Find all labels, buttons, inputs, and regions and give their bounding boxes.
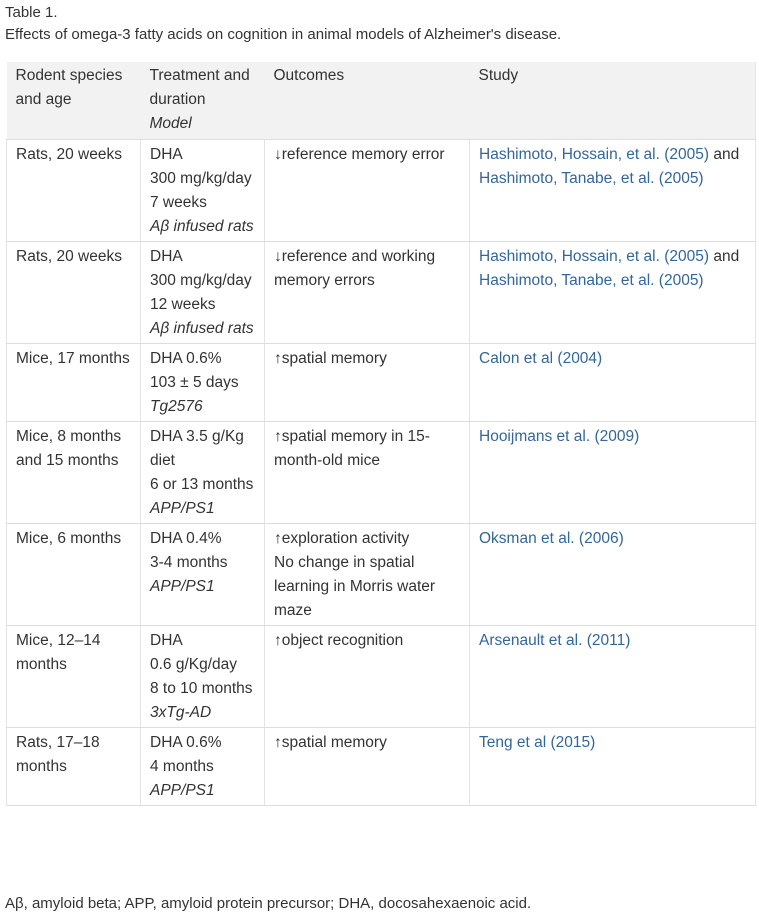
cell-outcomes — [265, 344, 470, 422]
cell-species: Mice, 12–14 months — [7, 626, 141, 728]
study-link[interactable]: Hashimoto, Tanabe, et al. (2005) — [479, 272, 704, 289]
cell-treatment — [141, 422, 265, 524]
treatment-line: 8 to 10 months — [150, 680, 253, 697]
model-name: Tg2576 — [150, 398, 203, 415]
table-footnote: Aβ, amyloid beta; APP, amyloid protein precursor; DHA, docosahexaenoic acid. — [5, 895, 532, 912]
table-row — [7, 422, 756, 524]
header-treatment: Treatment and duration Model — [141, 62, 265, 140]
study-link[interactable]: Hashimoto, Hossain, et al. (2005) — [479, 248, 710, 265]
table-row — [7, 728, 756, 806]
cell-treatment — [141, 344, 265, 422]
cell-species: Rats, 17–18 months — [7, 728, 141, 806]
header-species: Rodent species and age — [7, 62, 141, 140]
cell-species: Rats, 20 weeks — [7, 242, 141, 344]
model-name: APP/PS1 — [150, 578, 215, 595]
treatment-line: 3-4 months — [150, 554, 228, 571]
cell-species: Mice, 6 months — [7, 524, 141, 626]
outcome-line: ↓reference memory error — [274, 146, 445, 163]
table-row — [7, 626, 756, 728]
model-name: APP/PS1 — [150, 500, 215, 517]
cell-species: Mice, 17 months — [7, 344, 141, 422]
cell-treatment — [141, 524, 265, 626]
outcome-line: ↑spatial memory — [274, 734, 387, 751]
treatment-line: DHA 0.4% — [150, 530, 222, 547]
cell-outcomes — [265, 422, 470, 524]
table-row — [7, 242, 756, 344]
cell-study — [470, 626, 756, 728]
table-label: Table 1. — [5, 4, 58, 21]
treatment-line: DHA — [150, 632, 183, 649]
cell-study — [470, 344, 756, 422]
table-header-row — [7, 62, 756, 140]
treatment-line: DHA 3.5 g/Kg diet — [150, 428, 244, 469]
table-body — [7, 140, 756, 806]
cell-species: Rats, 20 weeks — [7, 140, 141, 242]
table-title: Effects of omega-3 fatty acids on cognition in animal models of Alzheimer's disease. — [5, 26, 562, 43]
study-link[interactable]: Hashimoto, Tanabe, et al. (2005) — [479, 170, 704, 187]
outcome-line: ↑spatial memory in 15-month-old mice — [274, 428, 430, 469]
outcome-line: ↑object recognition — [274, 632, 404, 649]
table-row — [7, 524, 756, 626]
study-link[interactable]: Calon et al (2004) — [479, 350, 603, 367]
study-link[interactable]: Hashimoto, Hossain, et al. (2005) — [479, 146, 710, 163]
cell-treatment — [141, 728, 265, 806]
cell-study — [470, 422, 756, 524]
cell-outcomes — [265, 524, 470, 626]
cell-treatment — [141, 242, 265, 344]
treatment-line: DHA — [150, 146, 183, 163]
treatment-line: 12 weeks — [150, 296, 216, 313]
treatment-line: DHA 0.6% — [150, 734, 222, 751]
treatment-line: DHA — [150, 248, 183, 265]
table-caption — [5, 2, 561, 46]
header-model: Model — [149, 115, 192, 132]
cell-species: Mice, 8 months and 15 months — [7, 422, 141, 524]
header-study: Study — [470, 62, 756, 140]
treatment-line: 300 mg/kg/day — [150, 170, 252, 187]
study-joiner: and — [713, 146, 740, 163]
cell-outcomes — [265, 626, 470, 728]
treatment-line: 0.6 g/Kg/day — [150, 656, 238, 673]
cell-outcomes — [265, 728, 470, 806]
table-row — [7, 140, 756, 242]
outcome-line: No change in spatial learning in Morris water maze — [274, 554, 436, 619]
outcome-line: ↑exploration activity — [274, 530, 410, 547]
treatment-line: 300 mg/kg/day — [150, 272, 252, 289]
outcome-line: ↓reference and working memory errors — [274, 248, 436, 289]
cell-study — [470, 524, 756, 626]
outcome-line: ↑spatial memory — [274, 350, 387, 367]
cell-study — [470, 140, 756, 242]
cell-study — [470, 242, 756, 344]
table-row — [7, 344, 756, 422]
study-joiner: and — [713, 248, 740, 265]
study-link[interactable]: Teng et al (2015) — [479, 734, 596, 751]
model-name: APP/PS1 — [150, 782, 215, 799]
treatment-line: 4 months — [150, 758, 214, 775]
cell-outcomes — [265, 242, 470, 344]
cell-treatment — [141, 140, 265, 242]
cell-study — [470, 728, 756, 806]
treatment-line: 7 weeks — [150, 194, 207, 211]
model-name: Aβ infused rats — [150, 320, 254, 337]
treatment-line: 6 or 13 months — [150, 476, 254, 493]
study-link[interactable]: Arsenault et al. (2011) — [479, 632, 631, 649]
header-outcomes: Outcomes — [265, 62, 470, 140]
study-link[interactable]: Oksman et al. (2006) — [479, 530, 624, 547]
study-link[interactable]: Hooijmans et al. (2009) — [479, 428, 640, 445]
treatment-line: 103 ± 5 days — [150, 374, 239, 391]
model-name: Aβ infused rats — [150, 218, 254, 235]
model-name: 3xTg-AD — [150, 704, 212, 721]
cell-treatment — [141, 626, 265, 728]
cell-outcomes — [265, 140, 470, 242]
treatment-line: DHA 0.6% — [150, 350, 222, 367]
data-table — [6, 62, 756, 806]
